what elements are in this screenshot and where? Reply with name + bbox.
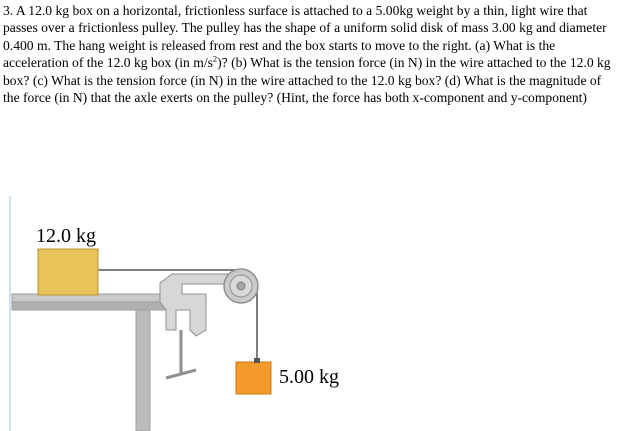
box-mass-label: 12.0 kg (36, 225, 96, 247)
box-12kg (38, 249, 98, 295)
weight-hook (254, 358, 260, 363)
weight-mass-label: 5.00 kg (279, 366, 339, 388)
problem-text-part1: 3. A 12.0 kg box on a horizontal, frictionless surface is attached to a 5.00kg weight by a thin, light wire that passes over a frictionless pulley. The pulley has the shape of a uniform solid disk of mass 3.00 kg and diameter 0.400 m. The hang weight is released from rest and the box starts to move to the right. (a) What is the acceleration of the 12.0 kg box (in m/s (3, 3, 607, 71)
problem-text-part2: )? (b) What is the tension force (in N) in the wire attached to the 12.0 kg box? (c) What is the tension force (in N) in the wire attached to the 12.0 kg box? (d) What is the magnitude of the force (in N) that the axle exerts on the pulley? (Hint, the force has both x-component and y-component) (3, 55, 611, 106)
pulley-figure (0, 190, 619, 431)
problem-text-superscript: 2 (212, 53, 218, 64)
hanging-weight-5kg (236, 362, 271, 394)
table-leg (136, 302, 150, 431)
problem-text (3, 2, 617, 106)
pulley-axle (237, 282, 245, 290)
